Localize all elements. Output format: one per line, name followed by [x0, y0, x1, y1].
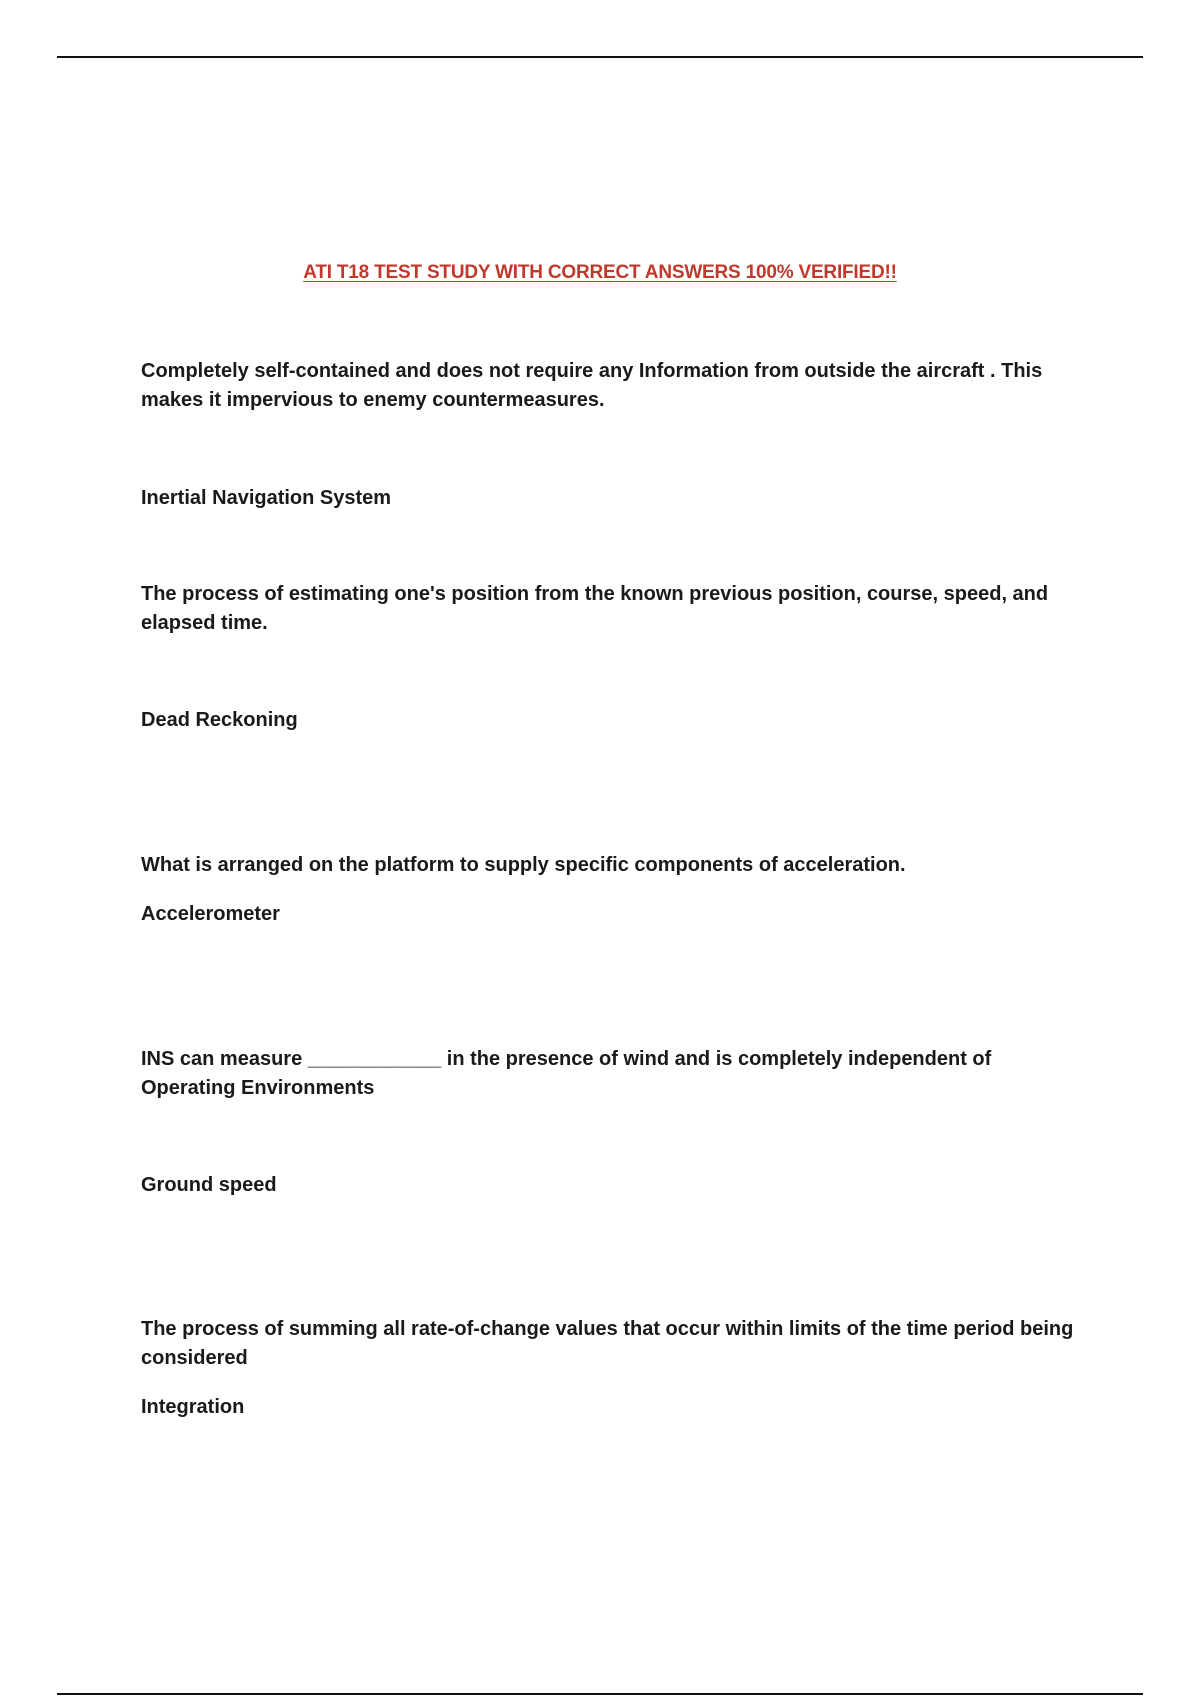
- answer-1: Inertial Navigation System: [141, 487, 392, 509]
- question-1: Completely self-contained and does not require any Information from outside the aircraft . This makes it impervious to enemy countermeasures.: [141, 360, 1043, 411]
- question-3: What is arranged on the platform to supply specific components of acceleration.: [141, 854, 906, 876]
- answer-5: Integration: [141, 1396, 245, 1418]
- answer-3: Accelerometer: [141, 903, 280, 925]
- question-2: The process of estimating one's position from the known previous position, course, speed, and elapsed time.: [141, 583, 1049, 634]
- question-5: The process of summing all rate-of-change values that occur within limits of the time period being considered: [141, 1318, 1074, 1369]
- document-title: ATI T18 TEST STUDY WITH CORRECT ANSWERS 100% VERIFIED!!: [303, 262, 897, 283]
- header-rule: [57, 56, 1143, 58]
- question-4: INS can measure ____________ in the presence of wind and is completely independent of Operating Environments: [141, 1048, 992, 1099]
- footer-rule: [57, 1693, 1143, 1695]
- answer-4: Ground speed: [141, 1174, 277, 1196]
- answer-2: Dead Reckoning: [141, 709, 298, 731]
